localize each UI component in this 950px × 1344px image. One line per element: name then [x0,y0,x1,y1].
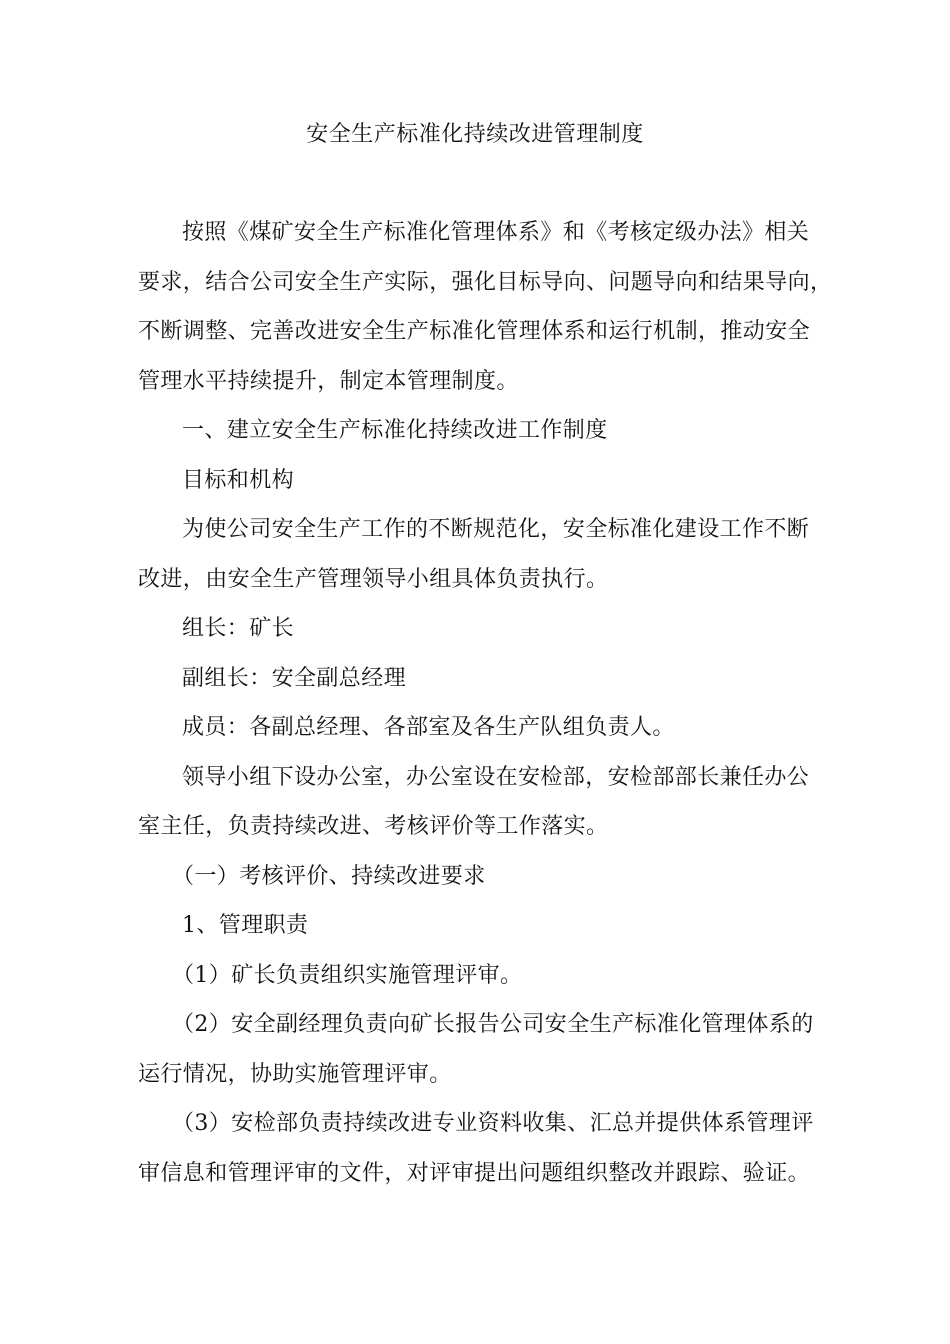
text-line: 按照《煤矿安全生产标准化管理体系》和《考核定级办法》相关 [182,220,810,245]
text-line: 领导小组下设办公室，办公室设在安检部，安检部部长兼任办公 [182,764,810,790]
text-line: 成员：各副总经理、各部室及各生产队组负责人。 [182,715,675,740]
text-line: 1、管理职责 [182,913,309,938]
text-line: 运行情况，协助实施管理评审。 [138,1061,452,1087]
text-line: 目标和机构 [182,467,295,493]
paragraph-members [138,703,818,753]
list-item-2 [138,1000,818,1099]
subheading-goals [138,456,818,506]
item-heading-responsibilities [138,901,818,951]
paragraph-purpose [138,505,818,604]
text-line: （2）安全副经理负责向矿长报告公司安全生产标准化管理体系的 [172,1012,814,1037]
paragraph-deputy-leader [138,654,818,704]
text-line: 为使公司安全生产工作的不断规范化，安全标准化建设工作不断 [182,517,810,542]
text-line: （一）考核评价、持续改进要求 [172,863,486,889]
text-line: 组长：矿长 [182,616,295,641]
text-line: 审信息和管理评审的文件，对评审提出问题组织整改并跟踪、验证。 [138,1160,811,1186]
text-line: 室主任，负责持续改进、考核评价等工作落实。 [138,814,609,839]
text-line: （1）矿长负责组织实施管理评审。 [172,962,523,988]
paragraph-leader [138,604,818,654]
document-body [138,208,833,1198]
list-item-1 [138,951,818,1001]
text-line: 不断调整、完善改进安全生产标准化管理体系和运行机制，推动安全 [138,319,811,344]
text-line: 改进，由安全生产管理领导小组具体负责执行。 [138,566,609,592]
text-line: 副组长：安全副总经理 [182,665,407,691]
document-title: 安全生产标准化持续改进管理制度 [306,122,644,147]
text-line: 要求，结合公司安全生产实际，强化目标导向、问题导向和结果导向， [138,269,833,295]
text-line: （3）安检部负责持续改进专业资料收集、汇总并提供体系管理评 [172,1111,814,1136]
section-heading [138,406,818,456]
list-item-3 [138,1099,818,1198]
text-line: 管理水平持续提升，制定本管理制度。 [138,368,519,394]
subsection-heading [138,852,818,902]
paragraph-intro [138,208,833,406]
paragraph-office [138,753,818,852]
text-line: 一、建立安全生产标准化持续改进工作制度 [182,418,608,443]
